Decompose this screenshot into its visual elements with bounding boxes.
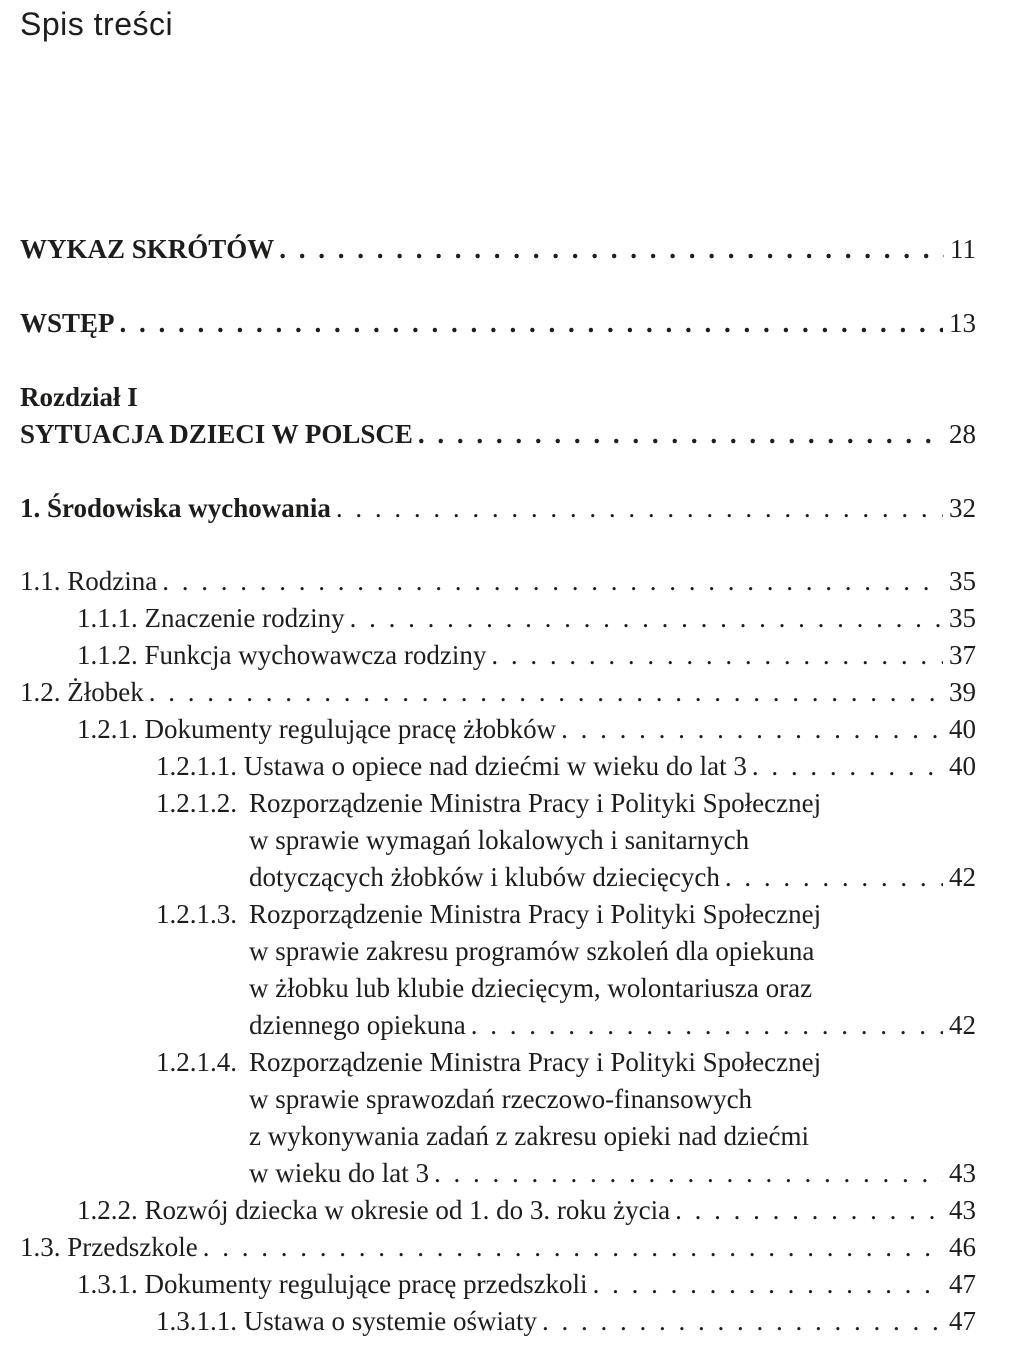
toc-page-number: 43	[949, 1195, 976, 1225]
toc-entry-title-line: dziennego opiekuna	[249, 1010, 466, 1040]
toc-page-number: 35	[949, 603, 976, 633]
toc-entry-chapter-1[interactable]	[20, 416, 976, 453]
toc-page-number: 37	[949, 640, 976, 670]
dot-leader	[203, 1229, 943, 1266]
toc-page-number: 35	[949, 566, 976, 596]
toc-entry-title-line: w sprawie wymagań lokalowych i sanitarnych	[249, 825, 750, 855]
toc-page-number: 43	[949, 1158, 976, 1188]
toc-entry-title-line: w sprawie sprawozdań rzeczowo-finansowych	[249, 1084, 753, 1114]
toc-entry-title: Ustawa o opiece nad dziećmi w wieku do lat 3	[243, 751, 747, 781]
dot-leader	[561, 711, 943, 748]
toc-entry-number: 1.2.	[20, 677, 61, 707]
toc-entry-title-line: w sprawie zakresu programów szkoleń dla opiekuna	[249, 936, 815, 966]
toc-entry-title: WYKAZ SKRÓTÓW	[20, 234, 275, 264]
toc-entry-1-2-1-1[interactable]	[20, 748, 976, 785]
toc-entry-title-line: Rozporządzenie Ministra Pracy i Polityki Społecznej	[249, 788, 822, 818]
toc-entry-title: Ustawa o systemie oświaty	[243, 1306, 537, 1336]
toc-entry-1-2[interactable]	[20, 674, 976, 711]
chapter-label: Rozdział I	[20, 382, 138, 412]
toc-entry-title: Dokumenty regulujące pracę przedszkoli	[144, 1269, 588, 1299]
dot-leader	[120, 305, 943, 342]
toc-page-number: 40	[949, 751, 976, 781]
toc-entry-number: 1.2.1.	[77, 714, 138, 744]
toc-entry-title-line: w wieku do lat 3	[249, 1158, 429, 1188]
toc-entry-1-1-2[interactable]	[20, 637, 976, 674]
dot-leader	[542, 1303, 943, 1340]
toc-page-number: 11	[950, 234, 976, 264]
dot-leader	[593, 1266, 943, 1303]
toc-entry-number: 1.1.2.	[77, 640, 138, 670]
toc-entry-title-line: Rozporządzenie Ministra Pracy i Polityki Społecznej	[249, 899, 822, 929]
toc-entry-title: Funkcja wychowawcza rodziny	[144, 640, 487, 670]
toc-page-number: 13	[949, 308, 976, 338]
toc-entry-section-1[interactable]	[20, 490, 976, 527]
toc-entry-number: 1.2.1.2.	[156, 788, 237, 818]
toc-entry-number: 1.3.1.	[77, 1269, 138, 1299]
toc-entry-title-line: w żłobku lub klubie dziecięcym, wolontariusza oraz	[249, 973, 813, 1003]
toc-page-number: 32	[949, 493, 976, 523]
toc-page-number: 42	[949, 1010, 976, 1040]
toc-page-number: 40	[949, 714, 976, 744]
toc-entry-1-2-2[interactable]	[20, 1192, 976, 1229]
toc-entry-number: 1.2.1.3.	[156, 899, 237, 929]
toc-entry-wykaz-skrotow[interactable]	[20, 231, 976, 268]
dot-leader	[491, 637, 943, 674]
toc-entry-1-3-1[interactable]	[20, 1266, 976, 1303]
toc-entry-number: 1.1.1.	[77, 603, 138, 633]
toc-entry-title: Rozwój dziecka w okresie od 1. do 3. roku życia	[144, 1195, 671, 1225]
dot-leader	[471, 1007, 943, 1044]
dot-leader	[752, 748, 943, 785]
dot-leader	[162, 563, 943, 600]
toc-entry-title: Żłobek	[67, 677, 144, 707]
dot-leader	[434, 1155, 943, 1192]
toc-entry-number: 1.2.1.1.	[156, 751, 237, 781]
toc-entry-title: 1. Środowiska wychowania	[20, 493, 331, 523]
toc-entry-title-line: z wykonywania zadań z zakresu opieki nad dziećmi	[249, 1121, 810, 1151]
toc-page-number: 39	[949, 677, 976, 707]
toc-page-number: 28	[949, 419, 976, 449]
toc-entry-number: 1.3.	[20, 1232, 61, 1262]
page-title: Spis treści	[20, 6, 174, 42]
dot-leader	[149, 674, 943, 711]
toc-page-number: 46	[949, 1232, 976, 1262]
toc-entry-number: 1.2.2.	[77, 1195, 138, 1225]
toc-entry-wstep[interactable]	[20, 305, 976, 342]
toc-entry-number: 1.2.1.4.	[156, 1047, 237, 1077]
dot-leader	[350, 600, 943, 637]
toc-entry-number: 1.1.	[20, 566, 61, 596]
toc-entry-title: Przedszkole	[67, 1232, 198, 1262]
toc-entry-number: 1.3.1.1.	[156, 1306, 237, 1336]
toc-entry-1-3-1-1[interactable]	[20, 1303, 976, 1340]
toc-entry-1-1-1[interactable]	[20, 600, 976, 637]
toc-page-number: 47	[949, 1306, 976, 1336]
toc-entry-title-line: Rozporządzenie Ministra Pracy i Polityki Społecznej	[249, 1047, 822, 1077]
toc-entry-title: WSTĘP	[20, 308, 115, 338]
toc-entry-title-line: dotyczących żłobków i klubów dziecięcych	[249, 862, 720, 892]
toc-entry-title: Rodzina	[67, 566, 158, 596]
toc-entry-title: Dokumenty regulujące pracę żłobków	[144, 714, 557, 744]
dot-leader	[279, 231, 944, 268]
dot-leader	[675, 1192, 943, 1229]
toc-entry-1-2-1[interactable]	[20, 711, 976, 748]
toc-page-number: 47	[949, 1269, 976, 1299]
toc-entry-1-3[interactable]	[20, 1229, 976, 1266]
toc-entry-1-1[interactable]	[20, 563, 976, 600]
dot-leader	[418, 416, 943, 453]
toc-entry-title: SYTUACJA DZIECI W POLSCE	[20, 419, 413, 449]
dot-leader	[336, 490, 943, 527]
dot-leader	[725, 859, 943, 896]
toc-page-number: 42	[949, 862, 976, 892]
toc-entry-title: Znaczenie rodziny	[144, 603, 345, 633]
